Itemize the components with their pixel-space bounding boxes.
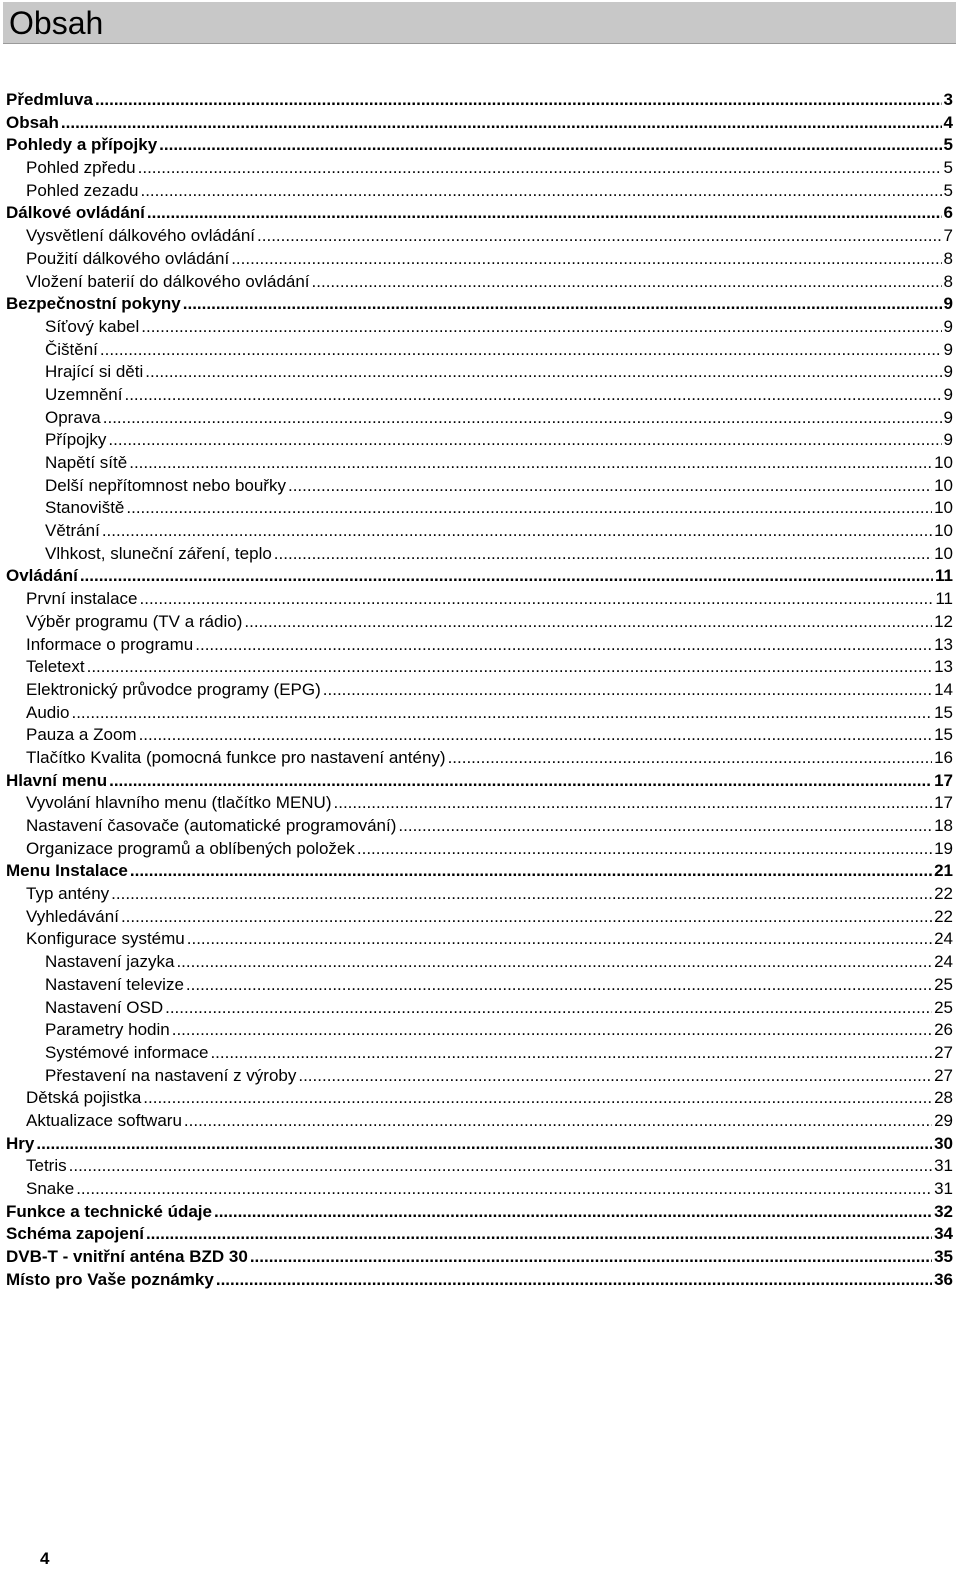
toc-entry[interactable] <box>0 634 953 657</box>
toc-dot-leader <box>71 702 932 725</box>
toc-entry[interactable] <box>0 815 953 838</box>
toc-entry-page: 15 <box>934 725 953 745</box>
toc-entry-page: 24 <box>934 929 953 949</box>
toc-entry-page: 5 <box>943 158 953 178</box>
toc-dot-leader <box>146 1223 932 1246</box>
toc-entry[interactable] <box>0 202 953 225</box>
toc-entry[interactable] <box>0 225 953 248</box>
toc-entry-page: 10 <box>934 475 953 495</box>
toc-dot-leader <box>80 565 933 588</box>
toc-entry-page: 11 <box>935 566 953 586</box>
toc-dot-leader <box>195 634 932 657</box>
toc-dot-leader <box>312 271 942 294</box>
toc-entry-label: Menu Instalace <box>6 861 128 881</box>
toc-entry-page: 9 <box>943 316 953 336</box>
toc-entry-page: 25 <box>934 997 953 1017</box>
toc-entry-page: 17 <box>934 770 953 790</box>
toc-entry[interactable] <box>0 588 953 611</box>
toc-entry-page: 28 <box>934 1088 953 1108</box>
toc-entry[interactable] <box>0 1201 953 1224</box>
toc-entry-page: 19 <box>934 838 953 858</box>
toc-entry[interactable] <box>0 611 953 634</box>
toc-entry[interactable] <box>0 452 953 475</box>
toc-entry-page: 10 <box>934 498 953 518</box>
toc-entry-label: Vlhkost, sluneční záření, teplo <box>45 543 272 563</box>
toc-entry-page: 8 <box>943 271 953 291</box>
toc-entry[interactable] <box>0 407 953 430</box>
toc-dot-leader <box>216 1269 932 1292</box>
toc-entry-page: 26 <box>934 1020 953 1040</box>
toc-dot-leader <box>138 157 942 180</box>
toc-entry-label: Výběr programu (TV a rádio) <box>26 611 243 631</box>
toc-entry-label: Síťový kabel <box>45 316 140 336</box>
toc-entry-page: 34 <box>934 1224 953 1244</box>
toc-entry-page: 9 <box>943 294 953 314</box>
toc-entry[interactable] <box>0 475 953 498</box>
toc-entry[interactable] <box>0 951 953 974</box>
toc-dot-leader <box>165 997 932 1020</box>
toc-dot-leader <box>257 225 942 248</box>
toc-entry-page: 9 <box>943 339 953 359</box>
toc-entry[interactable] <box>0 1065 953 1088</box>
toc-entry-label: Funkce a technické údaje <box>6 1201 212 1221</box>
toc-entry-label: Schéma zapojení <box>6 1224 144 1244</box>
toc-entry-label: První instalace <box>26 589 138 609</box>
toc-entry-label: Pauza a Zoom <box>26 725 137 745</box>
toc-entry-label: Organizace programů a oblíbených položek <box>26 838 355 858</box>
toc-dot-leader <box>61 112 942 135</box>
toc-entry[interactable] <box>0 248 953 271</box>
toc-entry[interactable] <box>0 497 953 520</box>
toc-entry[interactable] <box>0 860 953 883</box>
toc-entry-page: 29 <box>934 1110 953 1130</box>
toc-entry[interactable] <box>0 89 953 112</box>
toc-entry-label: Hrající si děti <box>45 362 144 382</box>
toc-entry-page: 13 <box>934 657 953 677</box>
toc-dot-leader <box>231 248 941 271</box>
toc-dot-leader <box>108 429 941 452</box>
toc-entry-page: 4 <box>943 112 953 132</box>
toc-entry[interactable] <box>0 1042 953 1065</box>
toc-entry-label: Dětská pojistka <box>26 1088 142 1108</box>
toc-dot-leader <box>334 792 933 815</box>
toc-entry-page: 5 <box>943 180 953 200</box>
toc-entry[interactable] <box>0 316 953 339</box>
toc-entry-page: 27 <box>934 1065 953 1085</box>
toc-dot-leader <box>183 293 942 316</box>
toc-dot-leader <box>141 316 941 339</box>
toc-entry[interactable] <box>0 1110 953 1133</box>
toc-entry[interactable] <box>0 838 953 861</box>
toc-entry-page: 8 <box>943 248 953 268</box>
toc-entry-label: Pohledy a přípojky <box>6 135 158 155</box>
toc-dot-leader <box>250 1246 932 1269</box>
toc-entry-label: Nastavení jazyka <box>45 952 175 972</box>
toc-entry-label: Přípojky <box>45 430 107 450</box>
toc-entry-label: Pohled zezadu <box>26 180 139 200</box>
toc-entry-label: Napětí sítě <box>45 453 128 472</box>
toc-entry-label: Tetris <box>26 1156 67 1176</box>
toc-entry-label: Parametry hodin <box>45 1020 170 1040</box>
toc-entry[interactable] <box>0 339 953 362</box>
toc-dot-leader <box>143 1087 932 1110</box>
toc-entry-label: Snake <box>26 1179 75 1198</box>
toc-entry[interactable] <box>0 565 953 588</box>
toc-entry[interactable] <box>0 271 953 294</box>
toc-dot-leader <box>69 1155 932 1178</box>
toc-entry[interactable] <box>0 361 953 384</box>
toc-dot-leader <box>298 1065 932 1088</box>
toc-entry-page: 32 <box>934 1201 953 1221</box>
toc-entry-label: Ovládání <box>6 566 78 586</box>
toc-dot-leader <box>323 679 932 702</box>
toc-entry[interactable] <box>0 429 953 452</box>
toc-entry-label: DVB-T - vnitřní anténa BZD 30 <box>6 1247 248 1267</box>
toc-entry-label: Vložení baterií do dálkového ovládání <box>26 271 310 291</box>
toc-entry[interactable] <box>0 1019 953 1042</box>
toc-dot-leader <box>159 134 941 157</box>
toc-dot-leader <box>214 1201 932 1224</box>
toc-entry[interactable] <box>0 1223 953 1246</box>
toc-entry[interactable] <box>0 679 953 702</box>
toc-entry-label: Čištění <box>45 339 98 359</box>
toc-dot-leader <box>147 202 942 225</box>
toc-entry-page: 9 <box>943 407 953 427</box>
toc-dot-leader <box>130 860 932 883</box>
toc-dot-leader <box>145 361 941 384</box>
toc-dot-leader <box>244 611 932 634</box>
toc-dot-leader <box>111 883 932 906</box>
toc-entry[interactable] <box>0 134 953 157</box>
toc-entry-label: Hry <box>6 1133 35 1153</box>
toc-entry-page: 25 <box>934 974 953 994</box>
toc-entry-page: 6 <box>943 203 953 223</box>
toc-dot-leader <box>398 815 932 838</box>
toc-entry-label: Typ antény <box>26 884 110 904</box>
toc-entry-page: 27 <box>934 1042 953 1062</box>
toc-dot-leader <box>124 384 941 407</box>
toc-entry[interactable] <box>0 974 953 997</box>
toc-entry-label: Přestavení na nastavení z výroby <box>45 1065 297 1085</box>
toc-dot-leader <box>140 180 941 203</box>
toc-entry-label: Audio <box>26 702 70 722</box>
toc-dot-leader <box>288 475 932 498</box>
toc-dot-leader <box>129 452 932 475</box>
toc-entry-label: Delší nepřítomnost nebo bouřky <box>45 475 286 495</box>
toc-entry-page: 21 <box>934 861 953 881</box>
toc-entry[interactable] <box>0 792 953 815</box>
toc-entry-label: Systémové informace <box>45 1042 209 1062</box>
toc-dot-leader <box>87 656 932 679</box>
toc-entry-page: 10 <box>934 453 953 472</box>
toc-entry-label: Nastavení televize <box>45 974 184 994</box>
toc-entry[interactable] <box>0 293 953 316</box>
page-title-bar <box>3 2 956 44</box>
toc-entry-label: Použití dálkového ovládání <box>26 248 230 268</box>
toc-dot-leader <box>187 928 932 951</box>
toc-entry-page: 12 <box>934 611 953 631</box>
toc-entry-page: 14 <box>934 679 953 699</box>
toc-dot-leader <box>100 339 942 362</box>
toc-entry[interactable] <box>0 883 953 906</box>
toc-dot-leader <box>140 588 934 611</box>
toc-entry-page: 13 <box>934 634 953 654</box>
toc-entry[interactable] <box>0 997 953 1020</box>
toc-dot-leader <box>176 951 932 974</box>
toc-entry[interactable] <box>0 656 953 679</box>
toc-dot-leader <box>448 747 933 770</box>
toc-entry-label: Stanoviště <box>45 498 125 518</box>
toc-entry-page: 11 <box>935 589 953 609</box>
toc-entry-label: Uzemnění <box>45 384 123 404</box>
toc-entry-label: Nastavení časovače (automatické programování) <box>26 816 397 835</box>
toc-entry-page: 35 <box>934 1247 953 1267</box>
toc-entry-page: 10 <box>934 521 953 541</box>
toc-entry[interactable] <box>0 157 953 180</box>
toc-entry-label: Konfigurace systému <box>26 929 185 949</box>
toc-entry[interactable] <box>0 520 953 543</box>
toc-dot-leader <box>121 906 932 929</box>
toc-entry-label: Vyhledávání <box>26 906 119 926</box>
toc-entry-label: Větrání <box>45 521 100 541</box>
toc-entry-label: Aktualizace softwaru <box>26 1110 182 1130</box>
toc-entry-page: 36 <box>934 1269 953 1289</box>
toc-entry[interactable] <box>0 543 953 566</box>
toc-entry-page: 22 <box>934 906 953 926</box>
toc-entry-page: 18 <box>934 816 953 835</box>
toc-entry[interactable] <box>0 1178 953 1201</box>
table-of-contents <box>0 89 960 1291</box>
toc-entry-page: 31 <box>934 1179 953 1198</box>
toc-dot-leader <box>357 838 932 861</box>
toc-entry-label: Elektronický průvodce programy (EPG) <box>26 679 321 699</box>
toc-entry-page: 17 <box>934 793 953 813</box>
toc-entry-page: 15 <box>934 702 953 722</box>
toc-dot-leader <box>109 770 932 793</box>
toc-entry-label: Vysvětlení dálkového ovládání <box>26 226 256 246</box>
toc-entry-label: Předmluva <box>6 90 93 109</box>
toc-entry[interactable] <box>0 1133 953 1156</box>
page-number: 4 <box>40 1549 50 1568</box>
toc-entry[interactable] <box>0 1087 953 1110</box>
toc-dot-leader <box>76 1178 932 1201</box>
toc-entry-label: Místo pro Vaše poznámky <box>6 1269 214 1289</box>
toc-entry[interactable] <box>0 906 953 929</box>
toc-entry-label: Vyvolání hlavního menu (tlačítko MENU) <box>26 793 332 813</box>
toc-entry[interactable] <box>0 384 953 407</box>
toc-entry[interactable] <box>0 702 953 725</box>
toc-entry-label: Tlačítko Kvalita (pomocná funkce pro nastavení antény) <box>26 747 446 767</box>
toc-entry[interactable] <box>0 747 953 770</box>
toc-entry[interactable] <box>0 770 953 793</box>
toc-entry-page: 3 <box>943 90 953 109</box>
toc-entry-page: 30 <box>934 1133 953 1153</box>
toc-entry[interactable] <box>0 112 953 135</box>
toc-entry-page: 16 <box>934 747 953 767</box>
toc-entry-label: Bezpečnostní pokyny <box>6 294 181 314</box>
toc-dot-leader <box>184 1110 932 1133</box>
toc-entry[interactable] <box>0 1246 953 1269</box>
toc-entry-page: 24 <box>934 952 953 972</box>
toc-entry-page: 10 <box>934 543 953 563</box>
toc-dot-leader <box>126 497 932 520</box>
toc-entry[interactable] <box>0 1269 953 1292</box>
toc-entry-page: 9 <box>943 362 953 382</box>
toc-entry-label: Dálkové ovládání <box>6 203 145 223</box>
toc-dot-leader <box>36 1133 932 1156</box>
toc-entry-label: Nastavení OSD <box>45 997 164 1017</box>
toc-dot-leader <box>102 520 932 543</box>
toc-entry-label: Teletext <box>26 657 85 677</box>
toc-dot-leader <box>172 1019 932 1042</box>
toc-entry[interactable] <box>0 724 953 747</box>
toc-dot-leader <box>210 1042 932 1065</box>
toc-entry-label: Hlavní menu <box>6 770 108 790</box>
toc-entry-page: 5 <box>943 135 953 155</box>
toc-entry-label: Oprava <box>45 407 101 427</box>
toc-dot-leader <box>103 407 942 430</box>
toc-entry-page: 31 <box>934 1156 953 1176</box>
toc-entry[interactable] <box>0 1155 953 1178</box>
toc-dot-leader <box>139 724 933 747</box>
toc-entry-label: Pohled zpředu <box>26 158 136 178</box>
toc-entry-page: 7 <box>943 226 953 246</box>
toc-entry-page: 22 <box>934 884 953 904</box>
toc-entry-page: 9 <box>943 430 953 450</box>
page-title: Obsah <box>9 5 104 41</box>
toc-entry[interactable] <box>0 928 953 951</box>
toc-entry-label: Obsah <box>6 112 59 132</box>
toc-dot-leader <box>186 974 932 997</box>
toc-dot-leader <box>95 89 942 112</box>
toc-dot-leader <box>274 543 932 566</box>
toc-entry-label: Informace o programu <box>26 634 194 654</box>
toc-entry-page: 9 <box>943 384 953 404</box>
toc-entry[interactable] <box>0 180 953 203</box>
